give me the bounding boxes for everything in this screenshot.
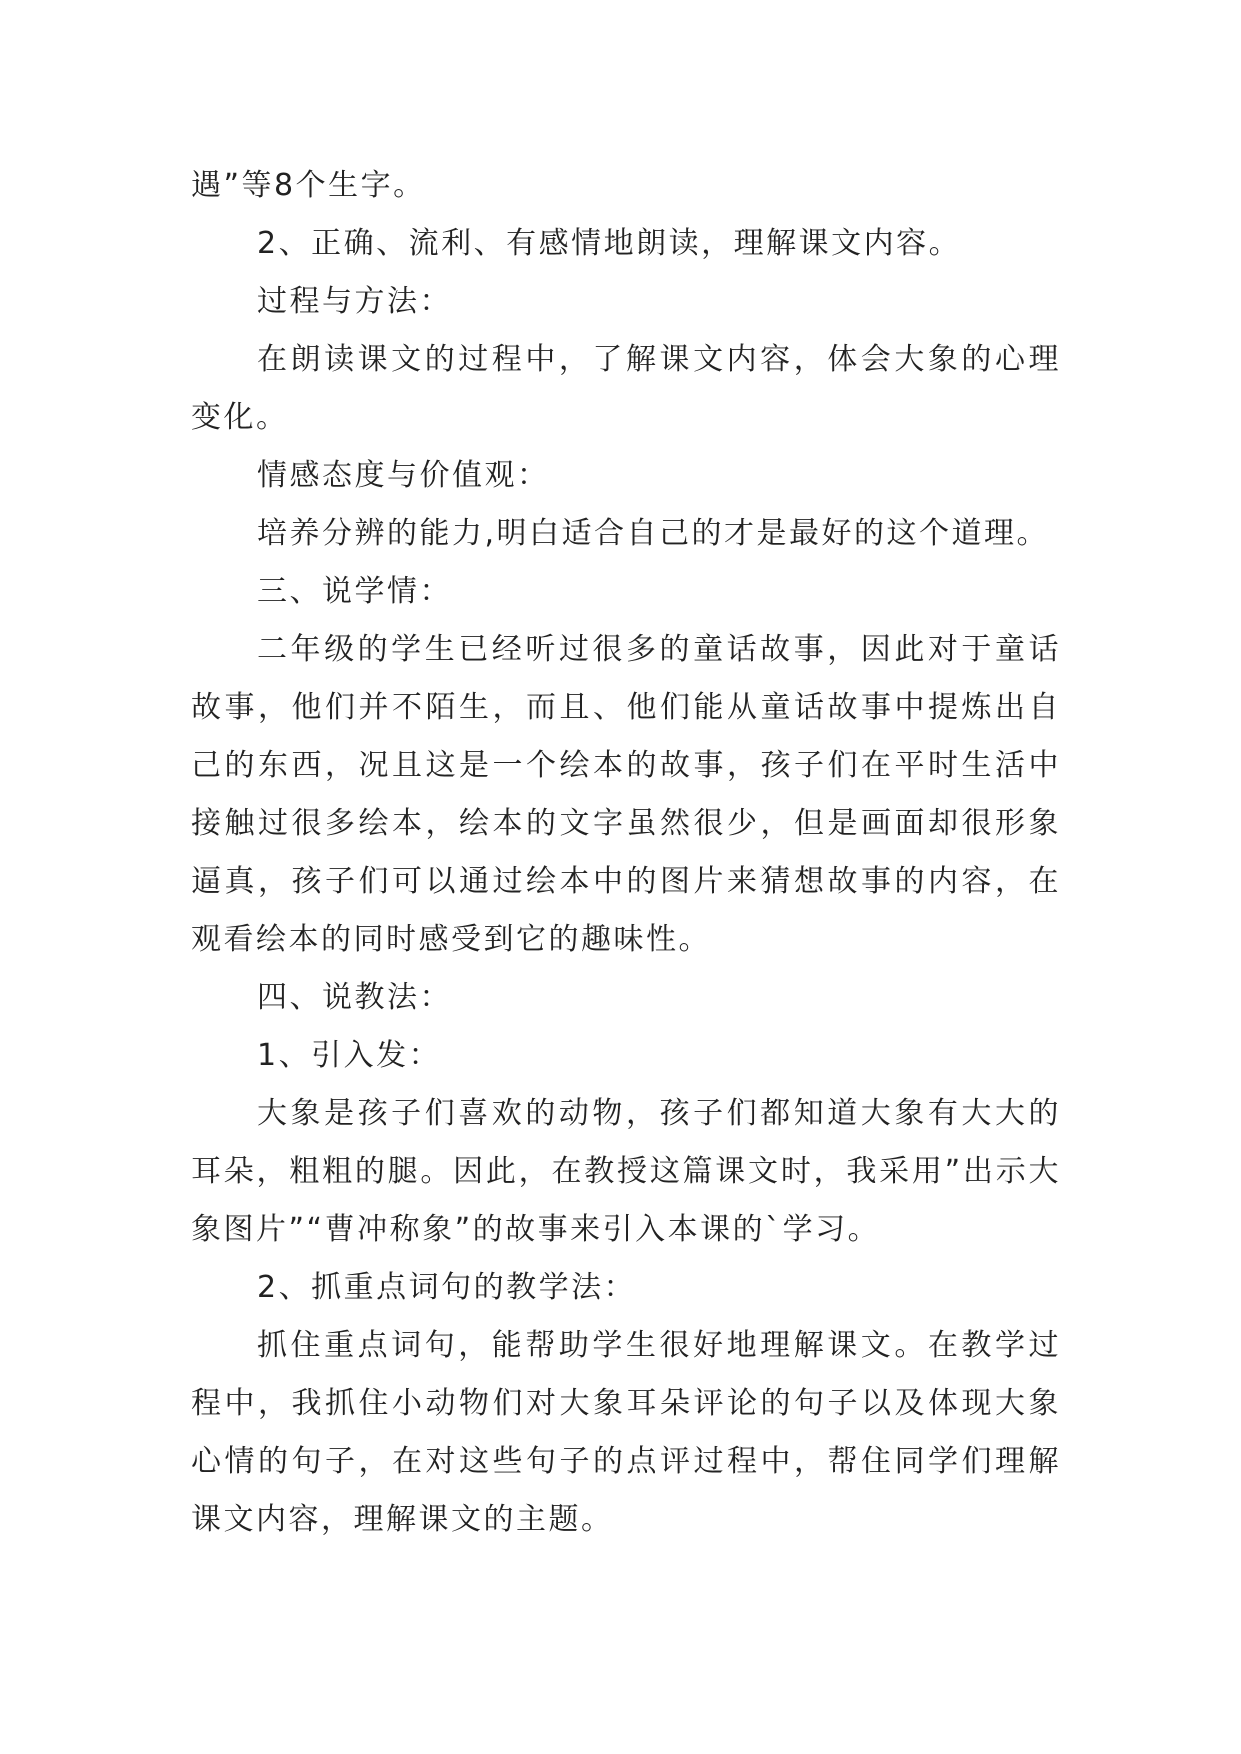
document-body — [191, 157, 1061, 1549]
paragraph-1: 遇”等8个生字。 — [191, 168, 426, 203]
paragraph-13: 抓住重点词句，能帮助学生很好地理解课文。在教学过程中，我抓住小动物们对大象耳朵评论的句子以及体现大象心情的句子，在对这些句子的点评过程中，帮住同学们理解课文内容，理解课文的主题。 — [191, 1328, 1061, 1537]
section-heading-learning-situation: 三、说学情： — [257, 574, 452, 609]
subheading-introduction: 1、引入发： — [257, 1038, 442, 1073]
paragraph-11: 大象是孩子们喜欢的动物，孩子们都知道大象有大大的耳朵，粗粗的腿。因此，在教授这篇课文时，我采用”出示大象图片”“曹冲称象”的故事来引入本课的`学习。 — [191, 1096, 1061, 1247]
section-heading-process-method: 过程与方法： — [257, 284, 452, 319]
section-heading-emotion-values: 情感态度与价值观： — [257, 458, 550, 493]
paragraph-2: 2、正确、流利、有感情地朗读，理解课文内容。 — [257, 226, 962, 261]
section-heading-teaching-method: 四、说教法： — [257, 980, 452, 1015]
paragraph-8: 二年级的学生已经听过很多的童话故事，因此对于童话故事，他们并不陌生，而且、他们能从童话故事中提炼出自己的东西，况且这是一个绘本的故事，孩子们在平时生活中接触过很多绘本，绘本的文字虽然很少，但是画面却很形象逼真，孩子们可以通过绘本中的图片来猜想故事的内容，在观看绘本的同时感受到它的趣味性。 — [191, 632, 1061, 957]
paragraph-4: 在朗读课文的过程中，了解课文内容，体会大象的心理变化。 — [191, 342, 1061, 435]
paragraph-6: 培养分辨的能力,明白适合自己的才是最好的这个道理。 — [257, 516, 1050, 551]
subheading-key-sentences: 2、抓重点词句的教学法： — [257, 1270, 637, 1305]
